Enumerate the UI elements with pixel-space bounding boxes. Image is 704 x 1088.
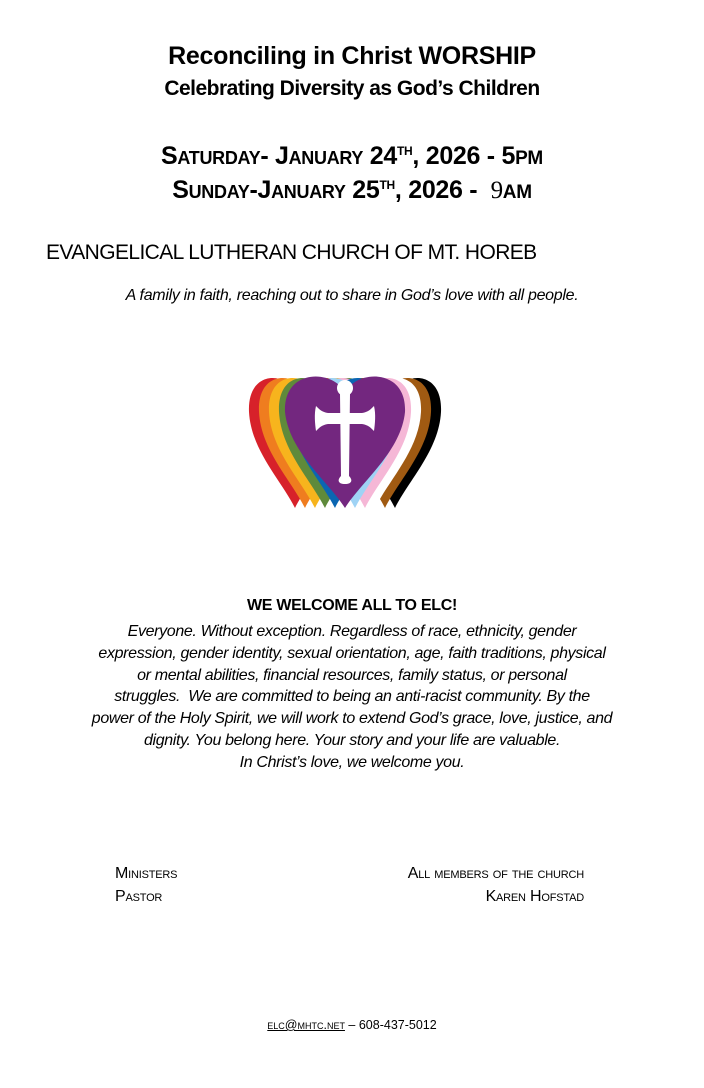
welcome-line: power of the Holy Spirit, we will work to extend God’s grace, love, justice, and [91, 710, 613, 728]
tagline: A family in faith, reaching out to share in God’s love with all people. [125, 287, 579, 304]
service-suffix: TH [379, 178, 395, 192]
service-sep: - [249, 176, 258, 204]
ministers-label: Ministers [115, 865, 178, 882]
church-name: EVANGELICAL LUTHERAN CHURCH OF MT. HOREB [46, 241, 537, 264]
pastor-value: Karen Hofstad [485, 888, 584, 905]
service-date: 24 [369, 142, 398, 170]
welcome-line: struggles. We are committed to being an anti-racist community. By the [114, 688, 590, 706]
service-month: January [257, 176, 346, 204]
service-month: January [275, 142, 364, 170]
page-title: Reconciling in Christ WORSHIP [168, 42, 536, 70]
service-ampm: PM [515, 148, 543, 169]
welcome-statement [40, 621, 664, 774]
service-year: , 2026 - [412, 142, 502, 170]
welcome-line: In Christ’s love, we welcome you. [239, 753, 465, 771]
service-date: 25 [352, 176, 380, 204]
service-sunday [0, 176, 704, 205]
service-sep: - [260, 142, 275, 170]
welcome-heading: WE WELCOME ALL TO ELC! [247, 597, 457, 614]
roles-values [408, 862, 584, 908]
service-time: 9 [490, 177, 503, 204]
pastor-label: Pastor [115, 888, 163, 905]
welcome-line: or mental abilities, financial resources, family status, or personal [137, 666, 567, 684]
email-link[interactable]: elc@mhtc.net [267, 1018, 345, 1032]
service-saturday [0, 142, 704, 171]
service-suffix: TH [397, 144, 413, 158]
page-subtitle: Celebrating Diversity as God’s Children [164, 77, 540, 100]
phone-number: 608-437-5012 [358, 1018, 437, 1032]
welcome-line: Everyone. Without exception. Regardless of race, ethnicity, gender [127, 623, 577, 640]
footer-separator: – [344, 1018, 359, 1032]
rainbow-hearts-cross-logo [218, 366, 473, 516]
service-day: Saturday [161, 142, 261, 170]
service-day: Sunday [172, 176, 250, 204]
roles-labels [115, 862, 177, 908]
service-time: 5 [501, 142, 516, 170]
welcome-line: dignity. You belong here. Your story and your life are valuable. [143, 731, 561, 749]
ministers-value: All members of the church [407, 865, 584, 882]
service-ampm: AM [502, 182, 532, 203]
service-year: , 2026 - [394, 176, 491, 204]
footer-contact [0, 1018, 704, 1032]
welcome-line: expression, gender identity, sexual orientation, age, faith traditions, physical [98, 644, 606, 662]
